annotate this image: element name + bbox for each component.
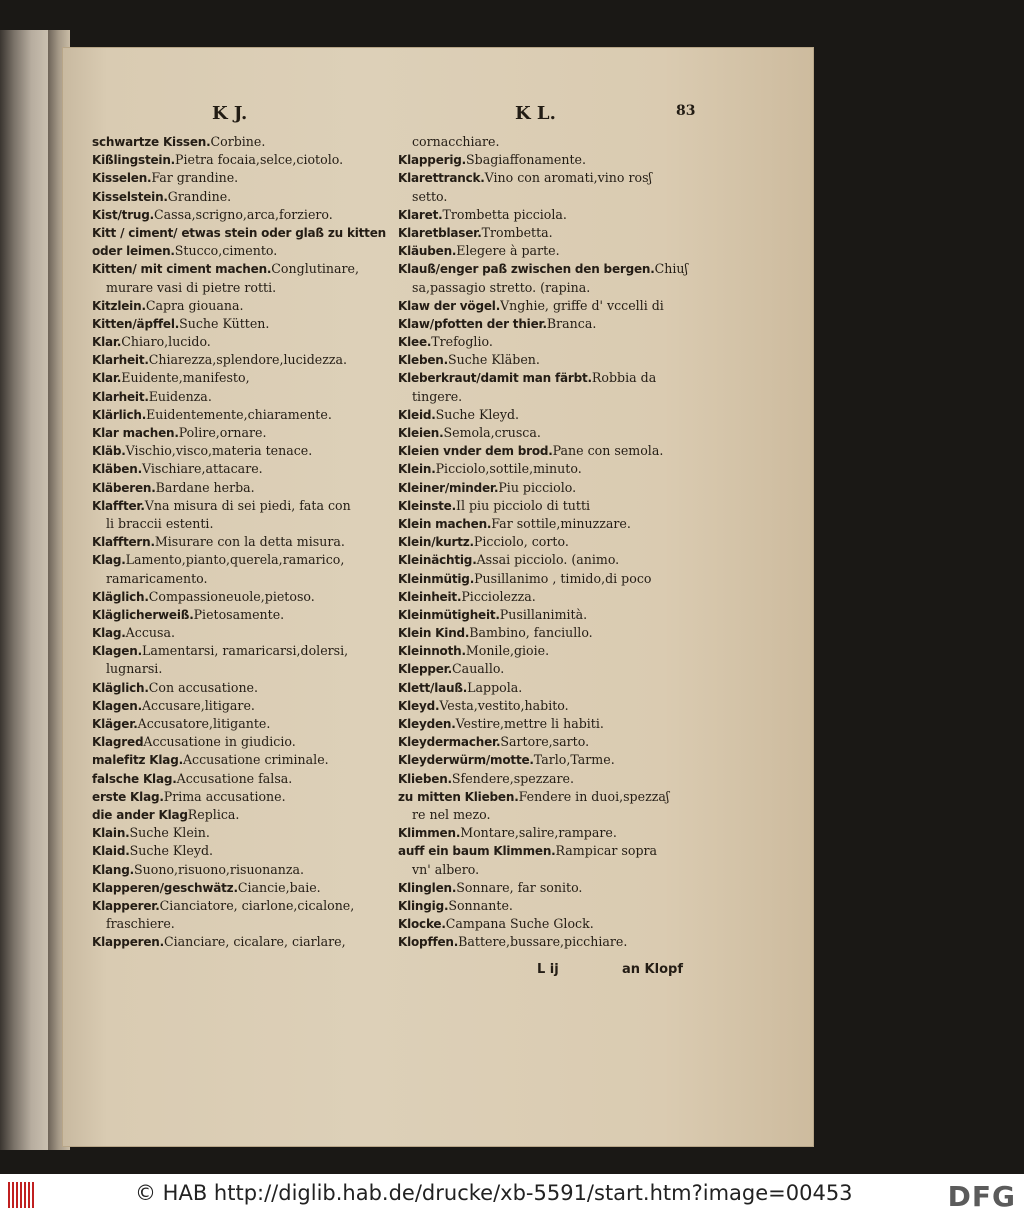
entry-translation: Far grandine. bbox=[151, 170, 239, 186]
entry-headword: Klaid. bbox=[92, 844, 130, 859]
entry-translation: Sonnante. bbox=[448, 897, 513, 913]
dictionary-entry bbox=[92, 533, 392, 551]
entry-headword: Kisselen. bbox=[92, 171, 152, 186]
entry-translation: cornacchiare. bbox=[412, 134, 500, 149]
dictionary-entry bbox=[92, 551, 392, 569]
entry-translation: Far sottile,minuzzare. bbox=[491, 515, 631, 531]
dictionary-entry bbox=[398, 369, 698, 387]
entry-headword: Klinglen. bbox=[398, 880, 457, 895]
entry-headword: Klarheit. bbox=[92, 389, 149, 404]
dictionary-entry bbox=[398, 861, 698, 879]
dictionary-entry bbox=[92, 497, 392, 515]
entry-headword: Kläglich. bbox=[92, 680, 149, 695]
entry-headword: Kleinste. bbox=[398, 498, 456, 513]
entry-headword: Kitzlein. bbox=[92, 298, 146, 313]
entry-translation: Replica. bbox=[187, 806, 240, 822]
dictionary-entry bbox=[398, 842, 698, 860]
dictionary-entry bbox=[398, 533, 698, 551]
entry-headword: Kleiner/minder. bbox=[398, 480, 499, 495]
dictionary-entry bbox=[398, 806, 698, 824]
dictionary-entry bbox=[92, 424, 392, 442]
dictionary-entry bbox=[398, 388, 698, 406]
dictionary-entry bbox=[92, 260, 392, 278]
dictionary-entry bbox=[92, 897, 392, 915]
dictionary-entry bbox=[398, 442, 698, 460]
entry-translation: Suono,risuono,risuonanza. bbox=[134, 861, 305, 877]
entry-translation: Chiarezza,splendore,lucidezza. bbox=[148, 352, 348, 368]
entry-translation: Euidenza. bbox=[148, 388, 212, 404]
entry-translation: Fendere in duoi,spezzaʃ bbox=[518, 788, 670, 804]
entry-translation: Chiuʃ bbox=[654, 261, 688, 277]
entry-headword: Klapperer. bbox=[92, 898, 160, 913]
entry-translation: Ciancie,baie. bbox=[237, 879, 321, 895]
entry-headword: die ander Klag bbox=[92, 807, 188, 822]
dictionary-entry bbox=[398, 497, 698, 515]
dictionary-entry bbox=[398, 697, 698, 715]
entry-translation: Vischio,visco,materia tenace. bbox=[125, 443, 313, 459]
dictionary-entry bbox=[92, 842, 392, 860]
entry-translation: Vestire,mettre li habiti. bbox=[455, 716, 604, 731]
entry-headword: Klopffen. bbox=[398, 935, 459, 950]
dictionary-entry bbox=[398, 715, 698, 733]
entry-translation: Suche Klein. bbox=[129, 825, 210, 841]
dictionary-entry bbox=[92, 406, 392, 424]
dictionary-entry bbox=[92, 333, 392, 351]
dictionary-entry bbox=[92, 224, 392, 242]
dictionary-entry bbox=[398, 642, 698, 660]
entry-headword: zu mitten Klieben. bbox=[398, 789, 519, 804]
entry-translation: Vino con aromati,vino rosʃ bbox=[484, 170, 652, 186]
entry-headword: Klar. bbox=[92, 371, 122, 386]
dictionary-entry bbox=[398, 424, 698, 442]
dictionary-entry bbox=[398, 788, 698, 806]
entry-headword: Kleyden. bbox=[398, 717, 456, 731]
entry-headword: Kitten/äpffel. bbox=[92, 316, 180, 331]
dictionary-entry bbox=[398, 570, 698, 588]
right-column bbox=[398, 133, 698, 951]
entry-headword: Kläglicherweiß. bbox=[92, 607, 194, 622]
entry-translation: Lamentarsi, ramaricarsi,dolersi, bbox=[141, 643, 349, 659]
entry-translation: Piu picciolo. bbox=[498, 479, 577, 495]
dictionary-entry bbox=[398, 460, 698, 478]
entry-translation: Misurare con la detta misura. bbox=[154, 534, 345, 550]
entry-headword: Klapperig. bbox=[398, 153, 467, 168]
entry-headword: Kist/trug. bbox=[92, 207, 155, 222]
entry-headword: Klaw/pfotten der thier. bbox=[398, 316, 547, 331]
entry-headword: schwartze Kissen. bbox=[92, 135, 211, 149]
dictionary-entry bbox=[92, 915, 392, 933]
entry-headword: Klee. bbox=[398, 335, 432, 350]
catchword: an Klopf bbox=[622, 962, 683, 977]
entry-translation: re nel mezo. bbox=[412, 806, 491, 822]
entry-headword: Klein machen. bbox=[398, 516, 492, 531]
entry-headword: Kleyd. bbox=[398, 698, 440, 713]
header-center: K L. bbox=[515, 103, 556, 124]
entry-translation: murare vasi di pietre rotti. bbox=[106, 279, 277, 295]
entry-translation: Monile,gioie. bbox=[465, 643, 550, 659]
entry-translation: Corbine. bbox=[210, 134, 266, 149]
dictionary-entry bbox=[398, 151, 698, 169]
left-column bbox=[92, 133, 392, 951]
dictionary-entry bbox=[398, 751, 698, 769]
entry-translation: Pusillanimo , timido,di poco bbox=[474, 570, 652, 586]
dictionary-entry bbox=[92, 751, 392, 769]
entry-headword: Kißlingstein. bbox=[92, 153, 176, 168]
entry-headword: Klagred bbox=[92, 735, 144, 750]
page-number: 83 bbox=[676, 103, 696, 119]
entry-headword: Kitt / ciment/ etwas stein oder glaß zu kitten bbox=[92, 225, 386, 240]
dictionary-entry bbox=[398, 224, 698, 242]
entry-translation: Suche Kleyd. bbox=[129, 843, 214, 859]
entry-headword: Klagen. bbox=[92, 644, 142, 659]
dictionary-entry bbox=[398, 770, 698, 788]
entry-headword: Klang. bbox=[92, 862, 135, 877]
entry-headword: Klar. bbox=[92, 335, 122, 350]
entry-translation: Euidente,manifesto, bbox=[121, 370, 250, 386]
entry-headword: erste Klag. bbox=[92, 789, 164, 804]
entry-translation: Elegere à parte. bbox=[456, 243, 560, 259]
dictionary-entry bbox=[398, 933, 698, 951]
entry-headword: Klag. bbox=[92, 553, 126, 568]
entry-headword: Klaret. bbox=[398, 207, 443, 222]
barcode-icon bbox=[8, 1182, 34, 1208]
entry-translation: Trombetta picciola. bbox=[442, 206, 567, 222]
entry-translation: Sonnare, far sonito. bbox=[456, 879, 583, 895]
entry-translation: sa,passagio stretto. (rapina. bbox=[412, 279, 591, 295]
dictionary-entry bbox=[92, 679, 392, 697]
entry-headword: falsche Klag. bbox=[92, 771, 177, 786]
dictionary-entry bbox=[398, 515, 698, 533]
entry-headword: Klett/lauß. bbox=[398, 680, 468, 695]
entry-translation: Accusa. bbox=[125, 625, 175, 641]
entry-translation: Vna misura di sei piedi, fata con bbox=[144, 497, 351, 513]
entry-translation: Campana Suche Glock. bbox=[445, 916, 594, 932]
entry-translation: Stucco,cimento. bbox=[174, 243, 278, 259]
entry-headword: Kläglich. bbox=[92, 589, 149, 604]
entry-headword: Kleinächtig. bbox=[398, 553, 477, 568]
entry-headword: Klain. bbox=[92, 826, 130, 841]
entry-headword: Klein Kind. bbox=[398, 626, 470, 641]
entry-translation: Cianciare, cicalare, ciarlare, bbox=[164, 934, 346, 950]
dictionary-entry bbox=[398, 188, 698, 206]
dictionary-entry bbox=[92, 806, 392, 824]
entry-headword: Klapperen. bbox=[92, 935, 164, 950]
entry-headword: Klaretblaser. bbox=[398, 225, 482, 240]
dfg-logo: DFG bbox=[947, 1180, 1016, 1213]
entry-translation: Sartore,sarto. bbox=[500, 734, 590, 750]
citation-link[interactable]: © HAB http://diglib.hab.de/drucke/xb-5591/start.htm?image=00453 bbox=[135, 1181, 853, 1205]
entry-translation: Sbagiaffonamente. bbox=[466, 152, 586, 168]
entry-translation: Picciolezza. bbox=[461, 588, 536, 604]
entry-headword: Klein. bbox=[398, 462, 436, 477]
entry-translation: Pane con semola. bbox=[552, 443, 664, 459]
entry-headword: Klepper. bbox=[398, 662, 453, 677]
dictionary-entry bbox=[398, 824, 698, 842]
dictionary-entry bbox=[398, 333, 698, 351]
dictionary-entry bbox=[398, 606, 698, 624]
dictionary-entry bbox=[92, 151, 392, 169]
entry-translation: Accusatione criminale. bbox=[182, 752, 329, 768]
entry-translation: Trombetta. bbox=[481, 224, 553, 240]
entry-translation: Chiaro,lucido. bbox=[121, 334, 211, 350]
dictionary-entry bbox=[92, 460, 392, 478]
entry-translation: Robbia da bbox=[591, 370, 657, 386]
dictionary-entry bbox=[92, 788, 392, 806]
entry-headword: oder leimen. bbox=[92, 244, 175, 259]
dictionary-entry bbox=[398, 169, 698, 187]
entry-translation: Battere,bussare,picchiare. bbox=[458, 934, 628, 950]
dictionary-entry bbox=[92, 733, 392, 751]
entry-headword: Klapperen/geschwätz. bbox=[92, 880, 238, 895]
entry-translation: Pietosamente. bbox=[193, 606, 285, 622]
entry-headword: Klaffter. bbox=[92, 498, 145, 513]
entry-translation: Rampicar sopra bbox=[555, 843, 658, 859]
entry-translation: fraschiere. bbox=[106, 916, 175, 932]
entry-headword: Kleien vnder dem brod. bbox=[398, 444, 553, 459]
entry-translation: Lappola. bbox=[467, 679, 523, 695]
entry-headword: Kläberen. bbox=[92, 480, 156, 495]
entry-headword: Kleinheit. bbox=[398, 589, 462, 604]
dictionary-entry bbox=[92, 206, 392, 224]
entry-headword: Kleberkraut/damit man färbt. bbox=[398, 371, 592, 386]
entry-translation: Cassa,scrigno,arca,forziero. bbox=[154, 206, 333, 222]
entry-headword: Kitten/ mit ciment machen. bbox=[92, 262, 272, 277]
dictionary-entry bbox=[92, 715, 392, 733]
entry-headword: Klein/kurtz. bbox=[398, 535, 474, 550]
dictionary-entry bbox=[92, 169, 392, 187]
entry-translation: Picciolo,sottile,minuto. bbox=[435, 461, 582, 477]
dictionary-entry bbox=[92, 588, 392, 606]
entry-translation: Prima accusatione. bbox=[163, 788, 286, 804]
entry-translation: Tarlo,Tarme. bbox=[533, 752, 615, 768]
dictionary-entry bbox=[398, 242, 698, 260]
entry-translation: Vnghie, griffe d' vccelli di bbox=[500, 297, 664, 313]
entry-translation: Montare,salire,rampare. bbox=[460, 825, 617, 841]
entry-translation: Vischiare,attacare. bbox=[141, 461, 263, 477]
entry-translation: Euidentemente,chiaramente. bbox=[146, 406, 332, 422]
dictionary-entry bbox=[92, 824, 392, 842]
entry-headword: Klauß/enger paß zwischen den bergen. bbox=[398, 262, 655, 277]
entry-translation: Grandine. bbox=[167, 188, 232, 204]
entry-translation: Accusatione in giudicio. bbox=[143, 734, 296, 750]
entry-headword: malefitz Klag. bbox=[92, 753, 183, 768]
entry-headword: Kleien. bbox=[398, 426, 444, 440]
dictionary-entry bbox=[398, 733, 698, 751]
entry-translation: Sfendere,spezzare. bbox=[451, 770, 574, 786]
dictionary-entry bbox=[398, 624, 698, 642]
dictionary-entry bbox=[398, 897, 698, 915]
dictionary-entry bbox=[92, 624, 392, 642]
dictionary-entry bbox=[398, 133, 698, 151]
entry-headword: Klagen. bbox=[92, 698, 142, 713]
entry-translation: Lamento,pianto,querela,ramarico, bbox=[125, 552, 345, 568]
dictionary-entry bbox=[92, 242, 392, 260]
header-left: K J. bbox=[212, 103, 248, 124]
dictionary-entry bbox=[92, 642, 392, 660]
entry-headword: Kleinmütig. bbox=[398, 571, 475, 586]
entry-headword: Kleyderwürm/motte. bbox=[398, 753, 534, 768]
entry-headword: auff ein baum Klimmen. bbox=[398, 844, 556, 859]
entry-headword: Kleinnoth. bbox=[398, 644, 466, 659]
dictionary-entry bbox=[92, 133, 392, 151]
entry-translation: Compassioneuole,pietoso. bbox=[148, 588, 315, 604]
entry-headword: Klar machen. bbox=[92, 426, 179, 440]
entry-headword: Kleid. bbox=[398, 407, 436, 422]
dictionary-entry bbox=[398, 260, 698, 278]
dictionary-entry bbox=[92, 442, 392, 460]
entry-translation: li braccii estenti. bbox=[106, 515, 214, 531]
entry-headword: Kleben. bbox=[398, 353, 448, 368]
dictionary-entry bbox=[92, 697, 392, 715]
dictionary-entry bbox=[92, 351, 392, 369]
dictionary-entry bbox=[92, 861, 392, 879]
entry-translation: Assai picciolo. (animo. bbox=[476, 552, 620, 568]
dictionary-entry bbox=[398, 315, 698, 333]
entry-translation: ramaricamento. bbox=[106, 570, 208, 586]
entry-translation: Bardane herba. bbox=[155, 479, 255, 495]
entry-translation: lugnarsi. bbox=[106, 661, 163, 677]
entry-headword: Kläuben. bbox=[398, 244, 457, 259]
entry-headword: Klärlich. bbox=[92, 407, 147, 422]
entry-headword: Klieben. bbox=[398, 771, 452, 786]
dictionary-entry bbox=[398, 588, 698, 606]
dictionary-entry bbox=[398, 679, 698, 697]
entry-translation: Cauallo. bbox=[452, 661, 505, 677]
dictionary-entry bbox=[92, 369, 392, 387]
dictionary-entry bbox=[398, 879, 698, 897]
dictionary-entry bbox=[398, 660, 698, 678]
signature-mark: L ij bbox=[537, 962, 559, 977]
dictionary-entry bbox=[92, 297, 392, 315]
entry-translation: Polire,ornare. bbox=[178, 425, 267, 440]
entry-translation: Picciolo, corto. bbox=[473, 534, 569, 550]
entry-headword: Klocke. bbox=[398, 917, 446, 932]
entry-headword: Klarettranck. bbox=[398, 171, 485, 186]
entry-translation: setto. bbox=[412, 188, 448, 204]
entry-translation: Cianciatore, ciarlone,cicalone, bbox=[159, 897, 355, 913]
entry-translation: Trefoglio. bbox=[431, 334, 493, 350]
entry-headword: Klag. bbox=[92, 626, 126, 641]
dictionary-entry bbox=[398, 297, 698, 315]
entry-translation: Accusatione falsa. bbox=[176, 770, 293, 786]
dictionary-entry bbox=[92, 515, 392, 533]
entry-headword: Kleinmütigheit. bbox=[398, 607, 500, 622]
entry-translation: Con accusatione. bbox=[148, 679, 259, 695]
entry-headword: Klingig. bbox=[398, 898, 449, 913]
dictionary-entry bbox=[92, 770, 392, 788]
dictionary-entry bbox=[92, 879, 392, 897]
entry-translation: Accusare,litigare. bbox=[141, 697, 255, 713]
entry-headword: Kläb. bbox=[92, 444, 126, 459]
dictionary-entry bbox=[92, 479, 392, 497]
entry-headword: Kleydermacher. bbox=[398, 735, 501, 750]
dictionary-entry bbox=[92, 606, 392, 624]
entry-headword: Kisselstein. bbox=[92, 189, 168, 204]
entry-translation: Il piu picciolo di tutti bbox=[455, 497, 591, 513]
dictionary-entry bbox=[92, 279, 392, 297]
dictionary-entry bbox=[398, 351, 698, 369]
entry-headword: Klafftern. bbox=[92, 535, 155, 550]
entry-translation: Suche Kleyd. bbox=[435, 406, 520, 422]
dictionary-entry bbox=[92, 933, 392, 951]
entry-headword: Kläger. bbox=[92, 717, 138, 731]
entry-translation: Pietra focaia,selce,ciotolo. bbox=[175, 152, 344, 168]
dictionary-entry bbox=[398, 206, 698, 224]
entry-headword: Klarheit. bbox=[92, 353, 149, 368]
dictionary-entry bbox=[398, 279, 698, 297]
entry-translation: Suche Kläben. bbox=[447, 352, 540, 368]
dictionary-entry bbox=[398, 479, 698, 497]
dictionary-entry bbox=[92, 570, 392, 588]
entry-translation: Suche Kütten. bbox=[179, 315, 270, 331]
entry-translation: Capra giouana. bbox=[145, 297, 244, 313]
entry-translation: Pusillanimità. bbox=[499, 606, 588, 622]
entry-translation: Bambino, fanciullo. bbox=[469, 625, 593, 641]
entry-headword: Klaw der vögel. bbox=[398, 298, 501, 313]
dictionary-entry bbox=[92, 660, 392, 678]
dictionary-entry bbox=[92, 188, 392, 206]
dictionary-entry bbox=[398, 406, 698, 424]
entry-headword: Klimmen. bbox=[398, 826, 461, 841]
dictionary-entry bbox=[398, 551, 698, 569]
entry-translation: Conglutinare, bbox=[271, 261, 360, 277]
entry-translation: vn' albero. bbox=[412, 861, 480, 877]
dictionary-entry bbox=[92, 388, 392, 406]
entry-translation: tingere. bbox=[412, 388, 463, 404]
entry-translation: Accusatore,litigante. bbox=[137, 716, 271, 731]
footer-bar bbox=[0, 1174, 1024, 1215]
entry-translation: Vesta,vestito,habito. bbox=[439, 697, 569, 713]
dictionary-entry bbox=[398, 915, 698, 933]
entry-headword: Kläben. bbox=[92, 462, 142, 477]
entry-translation: Semola,crusca. bbox=[443, 425, 541, 440]
entry-translation: Branca. bbox=[546, 315, 597, 331]
dictionary-entry bbox=[92, 315, 392, 333]
